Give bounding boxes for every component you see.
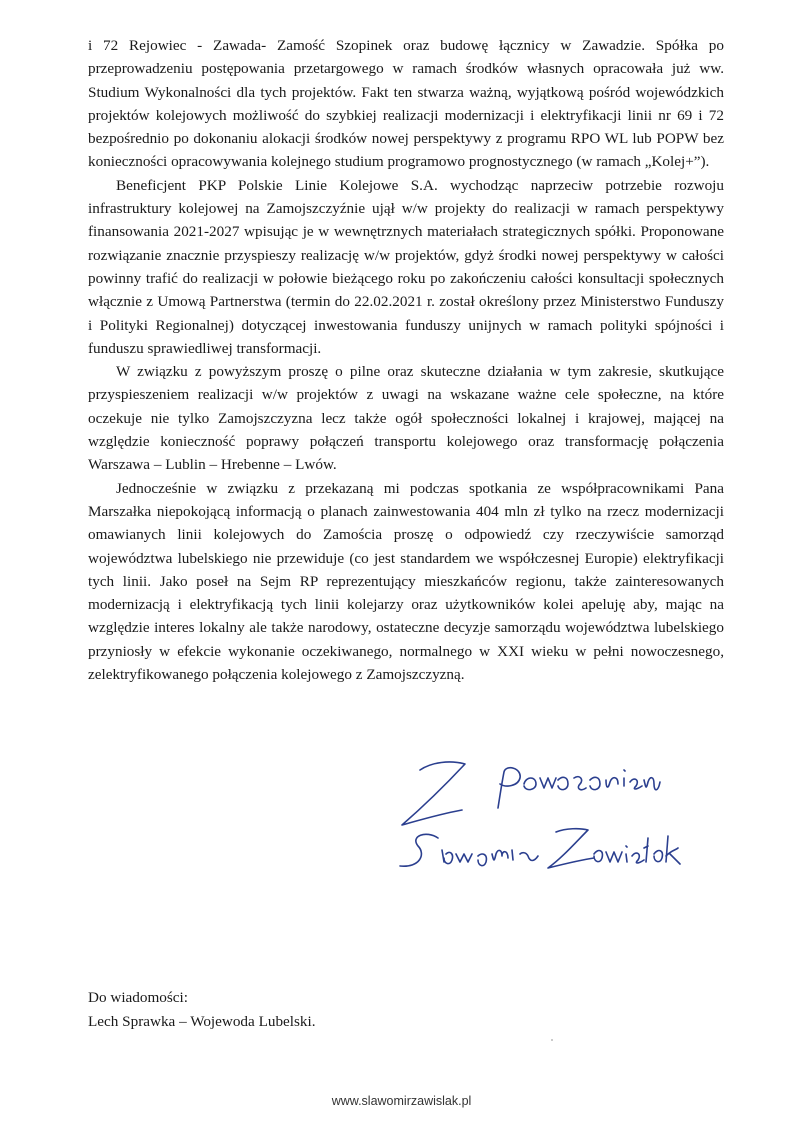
signature-surname-stroke [548,829,680,868]
paragraph-3: W związku z powyższym proszę o pilne oraz skuteczne działania w tym zakresie, skutkujące przyspieszeniem realizacji w/w projektów z uwagi na wskazane ważne cele społeczne, na które oczekuje nie tylko Zamojszczyzna lecz także ogół społeczności lokalnej i krajowej, mającej na względzie konieczność poprawy połączeń transportu kolejowego oraz transformację połączenia Warszawa – Lublin – Hrebenne – Lwów. [88,363,724,474]
signature-name-stroke [400,834,538,866]
cc-recipient: Lech Sprawka – Wojewoda Lubelski. [88,1013,316,1030]
signature-z-stroke [402,762,465,825]
signature-pozdrowieniem-stroke [524,770,660,790]
signature-p-stroke [498,768,520,808]
footer-website: www.slawomirzawislak.pl [331,1094,472,1108]
paragraph-2: Beneficjent PKP Polskie Linie Kolejowe S.A. wychodząc naprzeciw potrzebie rozwoju infrastruktury kolejowej na Zamojszczyźnie ujął w/w projekty do realizacji w ramach perspektywy finansowania 2021-2027 wpisując je w wewnętrznych materiałach strategicznych spółki. Proponowane rozwiązanie znacznie przyspieszy realizację w/w projektów, gdyż środki nowej perspektywy w całości powinny trafić do realizacji w połowie bieżącego roku po zakończeniu całości konsultacji społecznych włącznie z Umową Partnerstwa (termin do 22.02.2021 r. został określony przez Ministerstwo Funduszy i Polityki Regionalnej) dotyczącej inwestowania funduszy unijnych w ramach polityki spójności i funduszu sprawiedliwej transformacji. [88,176,724,357]
paragraph-1: i 72 Rejowiec - Zawada- Zamość Szopinek oraz budowę łącznicy w Zawadzie. Spółka po przeprowadzeniu postępowania przetargowego w ramach środków własnych opracowała już ww. Studium Wykonalności dla tych projektów. Fakt ten stwarza ważną, wyjątkową pośród wojewódzkich projektów kolejowych możliwość do szybkiej realizacji modernizacji i elektryfikacji linii nr 69 i 72 bezpośrednio po dokonaniu alokacji środków nowej perspektywy z programu RPO WL lub POPW bez konieczności opracowywania kolejnego studium programowo prognostycznego (w ramach „Kolej+”). [88,37,724,171]
cc-heading: Do wiadomości: [88,989,188,1006]
cc-block [88,986,316,1034]
scan-speck [551,1039,553,1041]
handwritten-signature [380,750,690,900]
letter-body [88,34,724,686]
paragraph-4: Jednocześnie w związku z przekazaną mi podczas spotkania ze współpracownikami Pana Marszałka niepokojącą informacją o planach zainwestowania 404 mln zł tylko na rzecz modernizacji omawianych linii kolejowych do Zamościa proszę o odpowiedź czy rzeczywiście samorząd województwa lubelskiego nie przewiduje (co jest standardem we współczesnej Europie) elektryfikacji tych linii. Jako poseł na Sejm RP reprezentujący mieszkańców regionu, także zainteresowanych modernizacją i elektryfikacją tych linii kolejarzy oraz użytkowników kolei apeluję aby, mając na względzie interes lokalny ale także narodowy, ostateczne decyzje samorządu województwa lubelskiego przyniosły w efekcie wykonanie oczekiwanego, normalnego w XXI wieku w pełni nowoczesnego, zelektryfikowanego połączenia kolejowego z Zamojszczyzną. [88,479,724,684]
